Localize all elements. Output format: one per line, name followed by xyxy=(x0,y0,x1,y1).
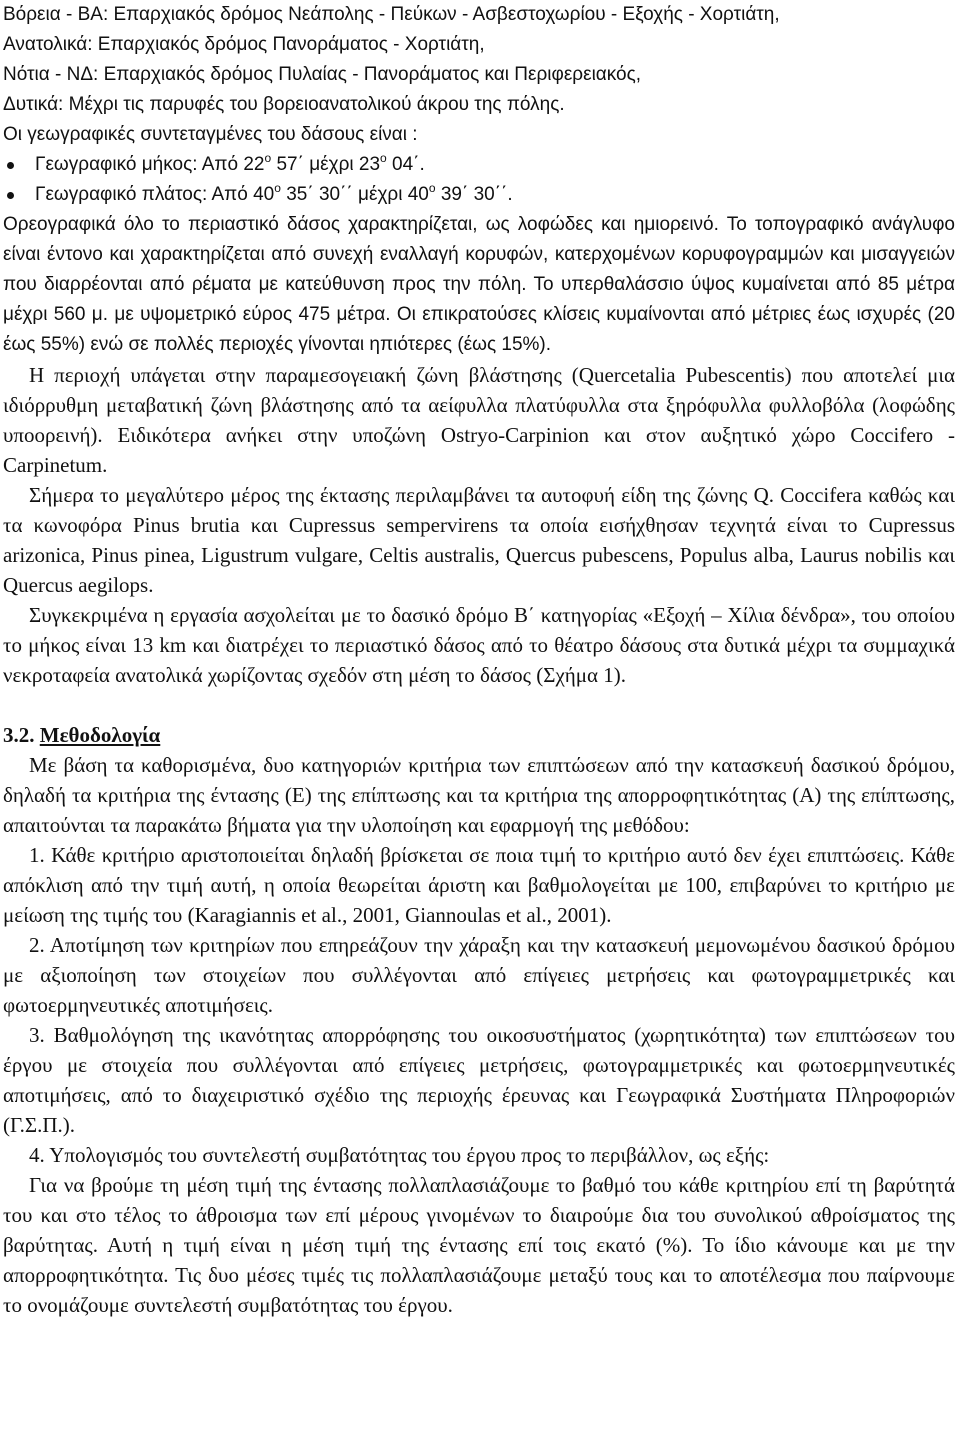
boundary-south: Νότια - ΝΔ: Επαρχιακός δρόμος Πυλαίας - Πανοράματος και Περιφερειακός, xyxy=(3,64,642,85)
section-number: 3.2. xyxy=(3,723,35,747)
coordinates-list xyxy=(3,150,955,210)
section-title: Μεθοδολογία xyxy=(39,723,161,747)
vegetation-paragraph: Η περιοχή υπάγεται στην παραμεσογειακή ζώνη βλάστησης (Quercetalia Pubescentis) που αποτελεί μια ιδιόρρυθμη μεταβατική ζώνη βλάστησης από τα αείφυλλα πλατύφυλλα στα ξηρόφυλλα φυλλοβόλα (λοφώδης υποορεινή). Ειδικότερα ανήκει στην υποζώνη Ostryo-Carpinion και στον αυξητικό χώρο Coccifero - Carpinetum. xyxy=(3,363,955,477)
road-paragraph: Συγκεκριμένα η εργασία ασχολείται με το δασικό δρόμο Β΄ κατηγορίας «Εξοχή – Χίλια δένδρα», του οποίου το μήκος είναι 13 km και διατρέχει το περιαστικό δάσος από το θέατρο δάσους στα δυτικά μέχρι τα συμμαχικά νεκροταφεία ανατολικά χωρίζοντας σχεδόν στη μέση το δάσος (Σχήμα 1). xyxy=(3,603,955,687)
final-paragraph: Για να βρούμε τη μέση τιμή της έντασης πολλαπλασιάζουμε το βαθμό του κάθε κριτηρίου επί τη βαρύτητά του και στο τέλος το άθροισμα των επί μέρους γινομένων το διαιρούμε δια του συνολικού αθροίσματος της βαρύτητας. Αυτή η τιμή είναι η μέση τιμή της έντασης επί τοις εκατό (%). Το ίδιο κάνουμε και με την απορροφητικότητα. Τις δυο μέσες τιμές τις πολλαπλασιάζουμε μεταξύ τους και το αποτέλεσμα που παίρνουμε το ονομάζουμε συντελεστή συμβατότητας του έργου. xyxy=(3,1173,955,1317)
section-heading xyxy=(3,720,955,750)
relief-paragraph: Ορεογραφικά όλο το περιαστικό δάσος χαρακτηρίζεται, ως λοφώδες και ημιορεινό. Το τοπογραφικό ανάγλυφο είναι έντονο και χαρακτηρίζεται από συνεχή εναλλαγή κορυφών, κατερχομένων κορυφογραμμών και μισαγγειών που διαρρέονται από ρέματα με κατεύθυνση προς την πόλη. Το υπερθαλάσσιο ύψος κυμαίνεται από 85 μέτρα μέχρι 560 μ. με υψομετρικό εύρος 475 μέτρα. Οι επικρατούσες κλίσεις κυμαίνονται από μέτριες έως ισχυρές (20 έως 55%) ενώ σε πολλές περιοχές γίνονται ηπιότερες (έως 15%). xyxy=(3,214,955,355)
forest-description-block xyxy=(3,0,955,360)
step-4: 4. Υπολογισμός του συντελεστή συμβατότητας του έργου προς το περιβάλλον, ως εξής: xyxy=(29,1143,770,1167)
method-intro-paragraph: Με βάση τα καθορισμένα, δυο κατηγοριών κριτήρια των επιπτώσεων από την κατασκευή δασικού δρόμου, δηλαδή τα κριτήρια της έντασης (Ε) της επίπτωσης και τα κριτήρια της απορροφητικότητας (Α) της επίπτωσης, απαιτούνται τα παρακάτω βήματα για την υλοποίηση και εφαρμογή της μεθόδου: xyxy=(3,753,955,837)
boundary-west: Δυτικά: Μέχρι τις παρυφές του βορειοανατολικού άκρου της πόλης. xyxy=(3,94,565,115)
longitude-item: Γεωγραφικό μήκος: Από $22^o$ 57΄ μέχρι $23^o$ 04΄. xyxy=(3,150,955,180)
step-2: 2. Αποτίμηση των κριτηρίων που επηρεάζουν την χάραξη και την κατασκευή μεμονωμένου δασικού δρόμου με αξιοποίηση των στοιχείων που συλλέγονται από επίγειες μετρήσεις και φωτογραμμετρικές και φωτοερμηνευτικές αποτιμήσεις. xyxy=(3,933,955,1017)
species-paragraph: Σήμερα το μεγαλύτερο μέρος της έκτασης περιλαμβάνει τα αυτοφυή είδη της ζώνης Q. Coccifera καθώς και τα κωνοφόρα Pinus brutia και Cupressus sempervirens τα οποία εισήχθησαν τεχνητά είναι το Cupressus arizonica, Pinus pinea, Ligustrum vulgare, Celtis australis, Quercus pubescens, Populus alba, Laurus nobilis και Quercus aegilops. xyxy=(3,483,955,597)
step-1: 1. Κάθε κριτήριο αριστοποιείται δηλαδή βρίσκεται σε ποια τιμή το κριτήριο αυτό δεν έχει επιπτώσεις. Κάθε απόκλιση από την τιμή αυτή, η οποία θεωρείται άριστη και βαθμολογείται με 100, επιβαρύνει το κριτήριο με μείωση της τιμής του (Karagiannis et al., 2001, Giannoulas et al., 2001). xyxy=(3,843,955,927)
latitude-item: Γεωγραφικό πλάτος: Από $40^o$ 35΄ 30΄΄ μέχρι $40^o$ 39΄ 30΄΄. xyxy=(3,180,955,210)
boundary-north: Βόρεια - ΒΑ: Επαρχιακός δρόμος Νεάπολης - Πεύκων - Ασβεστοχωρίου - Εξοχής - Χορτιάτη, xyxy=(3,4,780,25)
section-spacer xyxy=(3,690,955,720)
boundary-east: Ανατολικά: Επαρχιακός δρόμος Πανοράματος - Χορτιάτη, xyxy=(3,34,485,55)
coordinates-intro: Οι γεωγραφικές συντεταγμένες του δάσους είναι : xyxy=(3,124,418,145)
main-text-block xyxy=(3,360,955,1320)
step-3: 3. Βαθμολόγηση της ικανότητας απορρόφησης του οικοσυστήματος (χωρητικότητα) των επιπτώσεων του έργου με στοιχεία που συλλέγονται από επίγειες μετρήσεις, φωτογραμμετρικές και φωτοερμηνευτικές αποτιμήσεις, από το διαχειριστικό σχέδιο της περιοχής έρευνας και Γεωγραφικά Συστήματα Πληροφοριών (Γ.Σ.Π.). xyxy=(3,1023,955,1137)
